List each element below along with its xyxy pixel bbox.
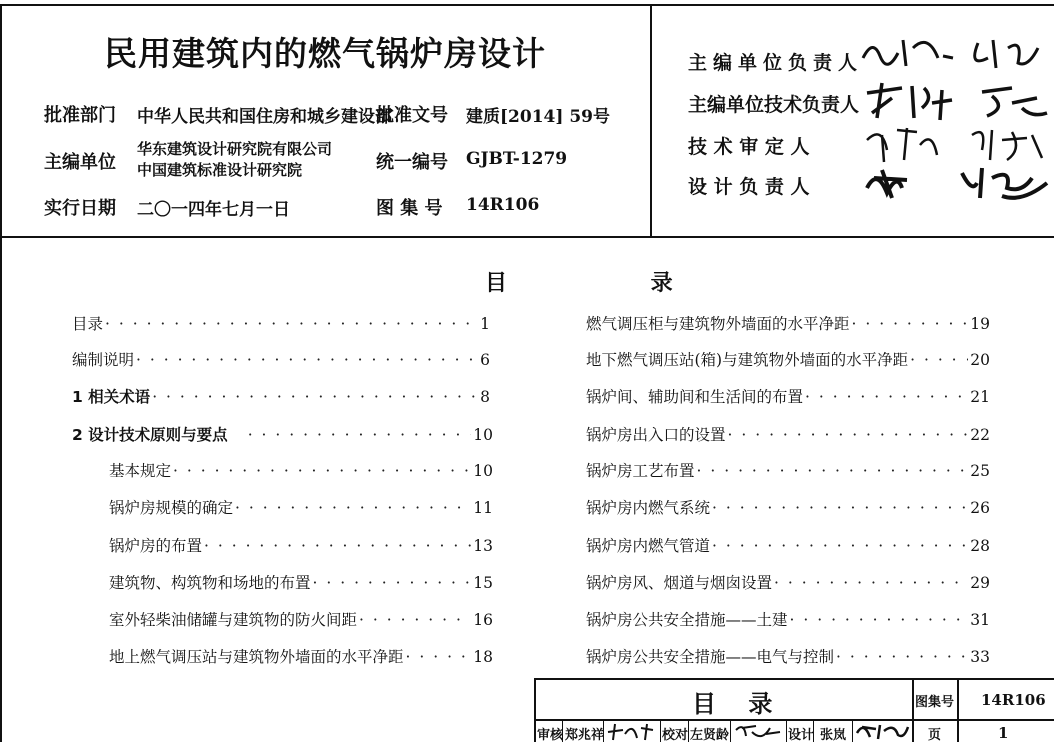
approval-dept-value: 中华人民共和国住房和城乡建设部 (137, 107, 392, 127)
approval-dept-label: 批准部门 (44, 105, 116, 126)
toc-entry-page: 21 (970, 388, 990, 406)
toc-entry-page: 25 (970, 462, 990, 480)
title-block-design-name: 张岚 (820, 728, 847, 743)
toc-entry-title: 地上燃气调压站与建筑物外墙面的水平净距 (109, 648, 404, 666)
editor-value-2: 中国建筑标准设计研究院 (137, 161, 303, 179)
left-border (0, 4, 2, 742)
toc-entry-page: 19 (970, 315, 990, 333)
resp-row-chief-unit: 主编单位负责人 (688, 52, 864, 74)
toc-entry-page: 22 (970, 426, 990, 444)
toc-entry-title: 锅炉房出入口的设置 (586, 426, 726, 444)
title-block-left (534, 678, 536, 742)
title-block-atlas-value: 14R106 (981, 691, 1046, 709)
title-block-page-label: 页 (928, 728, 942, 743)
toc-entry-page: 26 (970, 499, 990, 517)
toc-leader-dots (836, 648, 968, 666)
toc-entry[interactable] (586, 385, 990, 407)
title-block-review-signature (605, 720, 659, 742)
toc-entry-page: 20 (970, 351, 990, 369)
toc-entry-title: 地下燃气调压站(箱)与建筑物外墙面的水平净距 (586, 351, 909, 369)
toc-entry-title: 锅炉房内燃气管道 (586, 537, 711, 555)
unified-no-value: GJBT-1279 (466, 149, 568, 169)
title-block-design-label: 设计 (788, 728, 815, 743)
top-border (0, 4, 1054, 6)
title-block-div-1 (912, 678, 914, 742)
toc-entry-title: 锅炉房公共安全措施——电气与控制 (586, 648, 835, 666)
toc-entry[interactable] (586, 312, 990, 334)
toc-entry-page: 11 (473, 499, 493, 517)
title-block-check-name: 左贤龄 (690, 728, 730, 743)
toc-entry-page: 29 (970, 574, 990, 592)
toc-entry[interactable] (586, 348, 990, 370)
signature-tech-chief (862, 78, 1052, 126)
resp-row-design-chief: 设 计 负 责 人 (688, 176, 810, 198)
toc-heading: 目 录 (485, 270, 741, 296)
toc-entry-title: 目录 (72, 315, 104, 333)
toc-entry[interactable] (109, 459, 493, 481)
signature-chief-unit (858, 28, 1048, 78)
title-block-check-signature (732, 720, 784, 742)
toc-entry-title: 锅炉房内燃气系统 (586, 499, 711, 517)
toc-entry[interactable] (586, 534, 990, 556)
toc-leader-dots (910, 351, 968, 369)
toc-entry-title: 锅炉房风、烟道与烟囱设置 (586, 574, 773, 592)
title-block-review-label: 审核 (537, 728, 564, 743)
document-title: 民用建筑内的燃气锅炉房设计 (104, 34, 546, 73)
toc-leader-dots (697, 462, 969, 480)
toc-leader-dots (406, 648, 472, 666)
toc-entry-title: 锅炉房的布置 (109, 537, 203, 555)
toc-leader-dots (152, 388, 478, 406)
toc-entry-title: 建筑物、构筑物和场地的布置 (109, 574, 311, 592)
toc-entry[interactable] (586, 496, 990, 518)
title-block-design-signature (854, 719, 910, 742)
toc-entry[interactable] (72, 423, 493, 445)
toc-entry-title: 锅炉房公共安全措施——土建 (586, 611, 788, 629)
resp-row-tech-review: 技 术 审 定 人 (688, 136, 810, 158)
toc-entry-title: 室外轻柴油储罐与建筑物的防火间距 (109, 611, 358, 629)
toc-entry[interactable] (109, 496, 493, 518)
atlas-no-label: 图 集 号 (376, 198, 443, 219)
toc-entry-page: 33 (970, 648, 990, 666)
toc-entry-page: 15 (473, 574, 493, 592)
atlas-no-value: 14R106 (466, 195, 540, 215)
title-block-title: 目 录 (692, 689, 785, 718)
toc-leader-dots (712, 537, 968, 555)
toc-entry-page: 18 (473, 648, 493, 666)
toc-leader-dots (790, 611, 969, 629)
editor-label: 主编单位 (44, 152, 116, 173)
toc-leader-dots (136, 351, 478, 369)
resp-row-tech-chief: 主编单位技术负责人 (688, 94, 860, 116)
toc-leader-dots (173, 462, 471, 480)
toc-leader-dots (805, 388, 968, 406)
title-block-atlas-label: 图集号 (915, 695, 955, 710)
toc-entry-page: 13 (473, 537, 493, 555)
unified-no-label: 统一编号 (376, 152, 448, 173)
toc-entry[interactable] (586, 423, 990, 445)
title-block-cell-3 (660, 720, 661, 742)
toc-leader-dots (204, 537, 471, 555)
header-divider (650, 4, 652, 236)
toc-leader-dots (852, 315, 969, 333)
effective-date-label: 实行日期 (44, 198, 116, 219)
toc-leader-dots (359, 611, 471, 629)
toc-entry-title: 锅炉房规模的确定 (109, 499, 234, 517)
toc-entry-page: 10 (473, 462, 493, 480)
toc-entry[interactable] (586, 608, 990, 630)
toc-entry-page: 16 (473, 611, 493, 629)
toc-entry[interactable] (109, 645, 493, 667)
title-block-top (534, 678, 1054, 680)
title-block-cell-4 (688, 720, 689, 742)
toc-entry-title: 燃气调压柜与建筑物外墙面的水平净距 (586, 315, 850, 333)
title-block-page-value: 1 (998, 724, 1009, 742)
toc-entry-page: 6 (480, 351, 490, 369)
toc-entry-page: 10 (473, 426, 493, 444)
toc-entry-page: 31 (970, 611, 990, 629)
toc-entry[interactable] (72, 312, 490, 334)
toc-entry[interactable] (109, 534, 493, 556)
title-block-cell-5 (730, 720, 731, 742)
title-block-div-2 (957, 678, 959, 742)
title-block-check-label: 校对 (662, 728, 689, 743)
toc-leader-dots (248, 426, 472, 444)
toc-entry-title: 基本规定 (109, 462, 172, 480)
toc-entry[interactable] (109, 608, 493, 630)
toc-entry-page: 8 (480, 388, 490, 406)
toc-entry-page: 1 (480, 315, 490, 333)
header-separator (0, 236, 1054, 238)
signature-design-chief (862, 158, 1052, 206)
toc-leader-dots (235, 499, 471, 517)
toc-entry-title: 1 相关术语 (72, 388, 151, 406)
toc-leader-dots (712, 499, 968, 517)
editor-value-1: 华东建筑设计研究院有限公司 (137, 140, 333, 158)
toc-entry-page: 28 (970, 537, 990, 555)
toc-entry[interactable] (72, 348, 490, 370)
approval-doc-label: 批准文号 (376, 105, 448, 126)
toc-entry[interactable] (586, 459, 990, 481)
toc-leader-dots (313, 574, 472, 592)
title-block-review-name: 郑兆祥 (565, 728, 605, 743)
approval-doc-value: 建质[2014] 59号 (466, 107, 610, 127)
title-block-cell-8 (852, 720, 853, 742)
toc-leader-dots (728, 426, 969, 444)
toc-leader-dots (774, 574, 968, 592)
toc-leader-dots (105, 315, 478, 333)
toc-entry[interactable] (109, 571, 493, 593)
title-block-cell-6 (786, 720, 787, 742)
toc-entry[interactable] (586, 571, 990, 593)
toc-entry[interactable] (586, 645, 990, 667)
effective-date-value: 二〇一四年七月一日 (137, 200, 290, 220)
toc-entry-title: 编制说明 (72, 351, 135, 369)
toc-entry[interactable] (72, 385, 490, 407)
toc-entry-title: 锅炉房工艺布置 (586, 462, 695, 480)
toc-entry-title: 锅炉间、辅助间和生活间的布置 (586, 388, 804, 406)
toc-entry-title: 2 设计技术原则与要点 (72, 426, 228, 444)
